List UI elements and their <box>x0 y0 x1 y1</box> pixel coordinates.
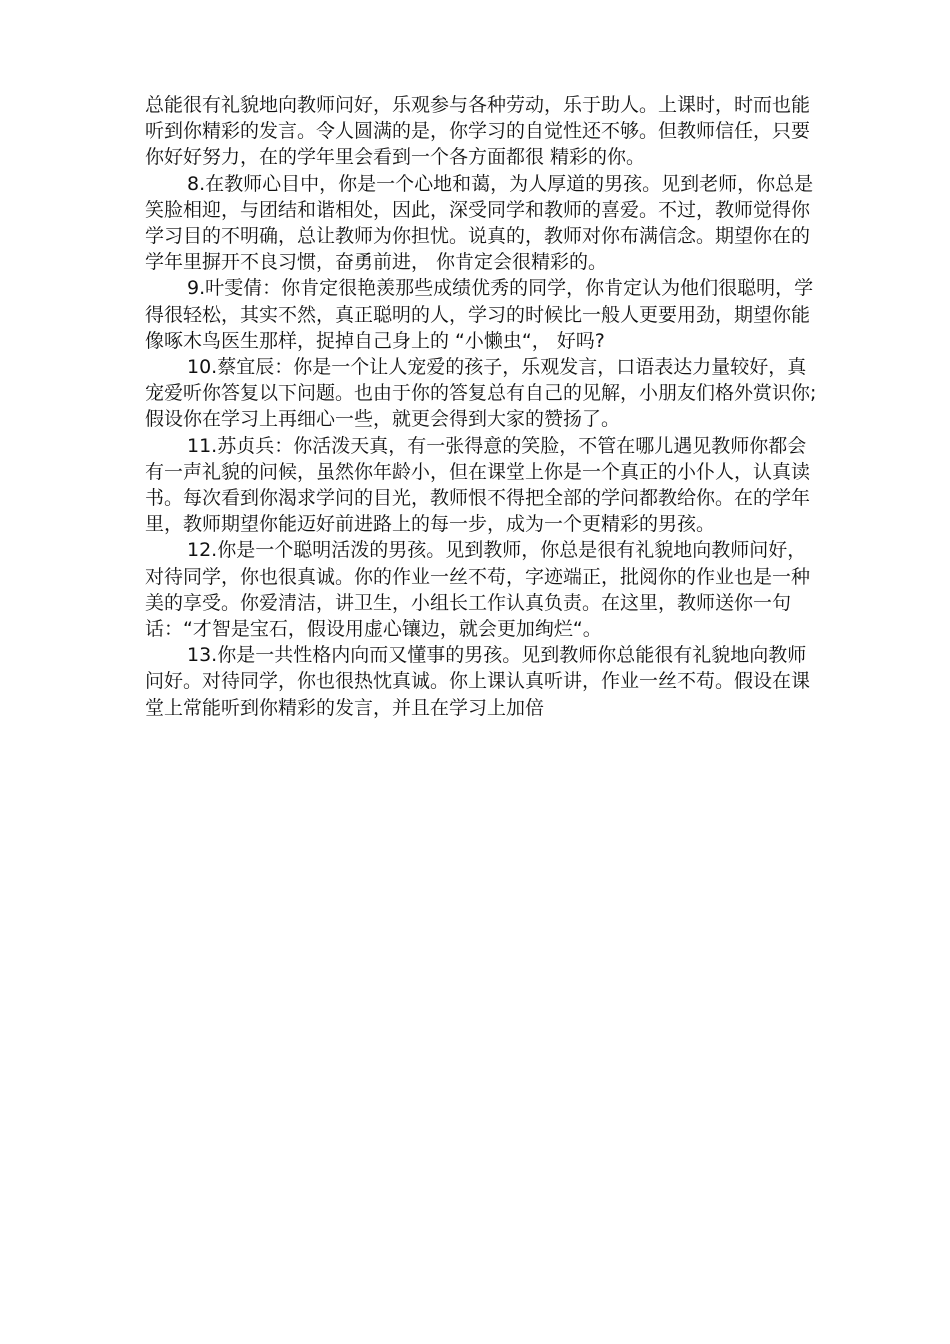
paragraph-comment-9: 9.叶雯倩：你肯定很艳羡那些成绩优秀的同学，你肯定认为他们很聪明，学得很轻松，其实不然，真正聪明的人，学习的时候比一般人更要用劲，期望你能像啄木鸟医生那样，捉掉自己身上的 “小懒虫“， 好吗? <box>145 277 814 352</box>
paragraph-continuation: 总能很有礼貌地向教师问好，乐观参与各种劳动，乐于助人。上课时，时而也能听到你精彩的发言。令人圆满的是，你学习的自觉性还不够。但教师信任，只要你好好努力，在的学年里会看到一个各方面都很 精彩的你。 <box>145 94 811 169</box>
paragraph-comment-8: 8.在教师心目中，你是一个心地和蔼，为人厚道的男孩。见到老师，你总是笑脸相迎，与团结和谐相处，因此，深受同学和教师的喜爱。不过，教师觉得你学习目的不明确，总让教师为你担忧。说真的，教师对你布满信念。期望你在的学年里摒开不良习惯，奋勇前进， 你肯定会很精彩的。 <box>145 172 814 274</box>
document-page <box>145 92 817 721</box>
paragraph-comment-10: 10.蔡宜辰：你是一个让人宠爱的孩子，乐观发言，口语表达力量较好，真宠爱听你答复以下问题。也由于你的答复总有自己的见解，小朋友们格外赏识你;假设你在学习上再细心一些，就更会得到大家的赞扬了。 <box>145 356 817 431</box>
paragraph-comment-13: 13.你是一共性格内向而又懂事的男孩。见到教师你总能很有礼貌地向教师问好。对待同学，你也很热忱真诚。你上课认真听讲，作业一丝不苟。假设在课堂上常能听到你精彩的发言，并且在学习上加倍 <box>145 644 811 719</box>
paragraph-comment-11: 11.苏贞兵：你活泼天真，有一张得意的笑脸，不管在哪儿遇见教师你都会有一声礼貌的问候，虽然你年龄小，但在课堂上你是一个真正的小仆人，认真读书。每次看到你渴求学问的目光，教师恨不得把全部的学问都教给你。在的学年里，教师期望你能迈好前进路上的每一步，成为一个更精彩的男孩。 <box>145 434 811 536</box>
paragraph-comment-12: 12.你是一个聪明活泼的男孩。见到教师，你总是很有礼貌地向教师问好，对待同学，你也很真诚。你的作业一丝不苟，字迹端正，批阅你的作业也是一种美的享受。你爱清洁，讲卫生，小组长工作认真负责。在这里，教师送你一句话：“才智是宝石，假设用虚心镶边，就会更加绚烂“。 <box>145 539 811 641</box>
